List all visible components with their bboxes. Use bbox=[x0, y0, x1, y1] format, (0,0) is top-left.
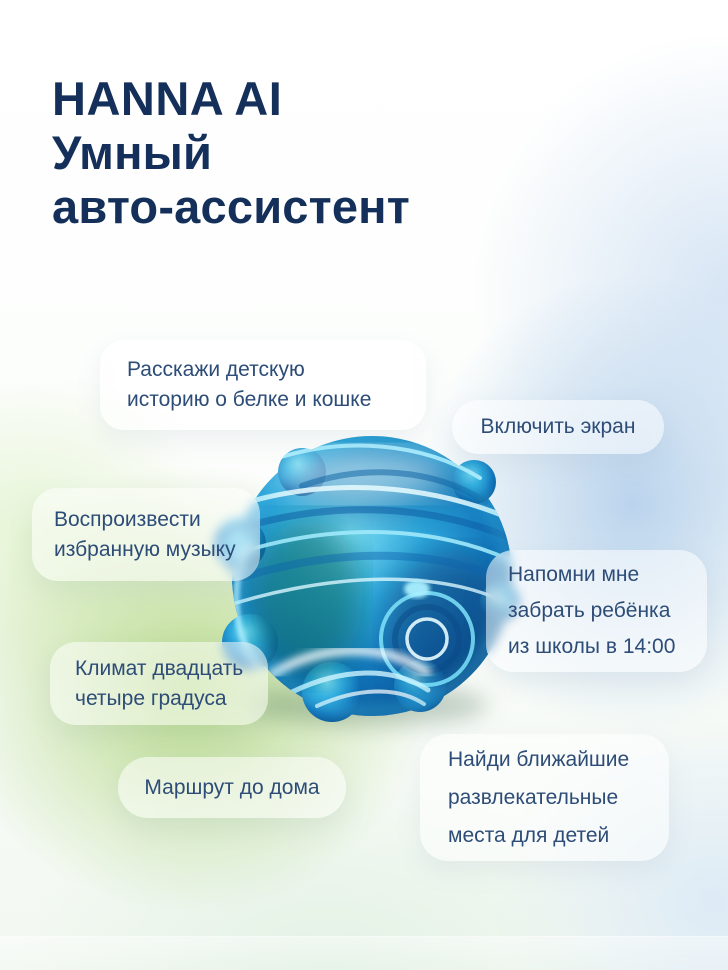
voice-command-bubble-screen-on bbox=[452, 400, 664, 454]
subtitle-line-2: авто-ассистент bbox=[52, 180, 410, 233]
voice-command-bubble-kids-story bbox=[100, 340, 426, 430]
bubble-line: четыре градуса bbox=[75, 686, 227, 710]
subtitle-line-1: Умный bbox=[52, 126, 213, 179]
voice-command-bubble-climate bbox=[50, 642, 268, 725]
bubble-line: Воспроизвести bbox=[54, 507, 201, 531]
voice-command-bubble-kids-places bbox=[420, 734, 669, 861]
brand-title: HANNA AI bbox=[52, 72, 283, 125]
bubble-line: избранную музыку bbox=[54, 537, 236, 561]
bubble-line: Маршрут до дома bbox=[144, 775, 320, 799]
bubble-line: Расскажи детскую bbox=[127, 358, 305, 381]
bubble-line: места для детей bbox=[448, 823, 610, 847]
footer-gradient-band bbox=[0, 936, 728, 970]
bubble-line: забрать ребёнка bbox=[508, 599, 671, 622]
bubble-line: Напомни мне bbox=[508, 563, 640, 586]
bubble-line: из школы в 14:00 bbox=[508, 635, 676, 658]
page-title bbox=[52, 72, 410, 234]
bubble-line: Найди ближайшие bbox=[448, 747, 630, 771]
voice-command-bubble-play-music bbox=[32, 488, 260, 581]
bubble-line: развлекательные bbox=[448, 785, 619, 809]
voice-command-bubble-reminder bbox=[486, 550, 707, 672]
voice-command-bubble-route-home bbox=[118, 757, 346, 818]
bubble-line: Включить экран bbox=[480, 415, 636, 438]
bubble-line: историю о белке и кошке bbox=[127, 388, 372, 411]
bubble-line: Климат двадцать bbox=[75, 656, 244, 680]
